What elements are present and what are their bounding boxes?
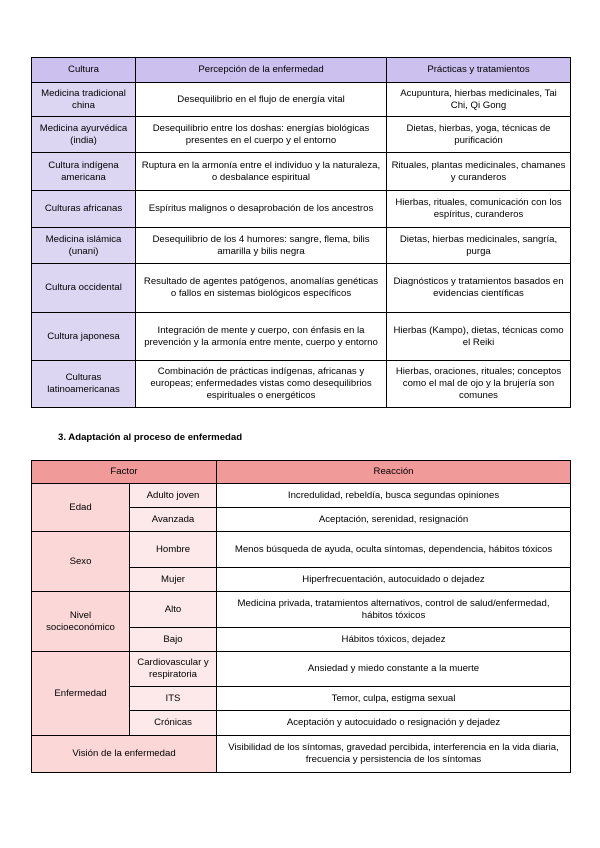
subfactor-cell: Adulto joven <box>130 484 217 508</box>
table-row <box>32 153 571 191</box>
factor-edad: Edad <box>32 484 130 532</box>
subfactor-cell: Alto <box>130 592 217 628</box>
perception-cell: Resultado de agentes patógenos, anomalías genéticas o fallos en sistemas biológicos específicos <box>136 264 387 313</box>
table-row <box>32 592 571 628</box>
culture-cell: Medicina tradicional china <box>32 83 136 117</box>
column-header-cultura: Cultura <box>32 58 136 83</box>
perception-cell: Desequilibrio entre los doshas: energías biológicas presentes en el cuerpo y el entorno <box>136 117 387 153</box>
column-header-reaccion: Reacción <box>217 461 571 484</box>
reaction-cell: Temor, culpa, estigma sexual <box>217 687 571 711</box>
reaction-cell: Hábitos tóxicos, dejadez <box>217 628 571 652</box>
culture-cell: Medicina ayurvédica (india) <box>32 117 136 153</box>
table-header-row <box>32 58 571 83</box>
table-row <box>32 532 571 568</box>
perception-cell: Desequilibrio en el flujo de energía vital <box>136 83 387 117</box>
table-row <box>32 313 571 361</box>
subfactor-cell: Cardiovascular y respiratoria <box>130 652 217 687</box>
practices-cell: Diagnósticos y tratamientos basados en evidencias científicas <box>387 264 571 313</box>
perception-cell: Espíritus malignos o desaprobación de los ancestros <box>136 191 387 228</box>
adaptation-table <box>31 460 571 773</box>
reaction-cell: Menos búsqueda de ayuda, oculta síntomas, dependencia, hábitos tóxicos <box>217 532 571 568</box>
table-row <box>32 191 571 228</box>
practices-cell: Rituales, plantas medicinales, chamanes y curanderos <box>387 153 571 191</box>
reaction-cell: Medicina privada, tratamientos alternativos, control de salud/enfermedad, hábitos tóxicos <box>217 592 571 628</box>
column-header-percepcion: Percepción de la enfermedad <box>136 58 387 83</box>
table-header-row <box>32 461 571 484</box>
subfactor-cell: Mujer <box>130 568 217 592</box>
subfactor-cell: Bajo <box>130 628 217 652</box>
reaction-cell: Incredulidad, rebeldía, busca segundas opiniones <box>217 484 571 508</box>
culture-cell: Medicina islámica (unani) <box>32 228 136 264</box>
culture-cell: Cultura indígena americana <box>32 153 136 191</box>
factor-enfermedad: Enfermedad <box>32 652 130 736</box>
perception-cell: Ruptura en la armonía entre el individuo y la naturaleza, o desbalance espiritual <box>136 153 387 191</box>
table-row <box>32 361 571 408</box>
culture-cell: Culturas africanas <box>32 191 136 228</box>
factor-nivel-socioeconomico: Nivel socioeconómico <box>32 592 130 652</box>
table-row <box>32 652 571 687</box>
practices-cell: Dietas, hierbas, yoga, técnicas de purificación <box>387 117 571 153</box>
subfactor-cell: Hombre <box>130 532 217 568</box>
perception-cell: Combinación de prácticas indígenas, africanas y europeas; enfermedades vistas como desequilibrios espirituales o energéticos <box>136 361 387 408</box>
table-row <box>32 228 571 264</box>
practices-cell: Acupuntura, hierbas medicinales, Tai Chi, Qi Gong <box>387 83 571 117</box>
culture-cell: Cultura occidental <box>32 264 136 313</box>
table-row <box>32 83 571 117</box>
reaction-cell: Visibilidad de los síntomas, gravedad percibida, interferencia en la vida diaria, frecuencia y persistencia de los síntomas <box>217 736 571 773</box>
reaction-cell: Ansiedad y miedo constante a la muerte <box>217 652 571 687</box>
cultures-table <box>31 57 571 408</box>
practices-cell: Dietas, hierbas medicinales, sangría, purga <box>387 228 571 264</box>
culture-cell: Cultura japonesa <box>32 313 136 361</box>
practices-cell: Hierbas, oraciones, rituales; conceptos como el mal de ojo y la brujería son comunes <box>387 361 571 408</box>
reaction-cell: Hiperfrecuentación, autocuidado o dejadez <box>217 568 571 592</box>
reaction-cell: Aceptación y autocuidado o resignación y dejadez <box>217 711 571 736</box>
factor-vision-enfermedad: Visión de la enfermedad <box>32 736 217 773</box>
table-row <box>32 117 571 153</box>
practices-cell: Hierbas, rituales, comunicación con los espíritus, curanderos <box>387 191 571 228</box>
column-header-practicas: Prácticas y tratamientos <box>387 58 571 83</box>
practices-cell: Hierbas (Kampo), dietas, técnicas como el Reiki <box>387 313 571 361</box>
table-row <box>32 736 571 773</box>
subfactor-cell: ITS <box>130 687 217 711</box>
culture-cell: Culturas latinoamericanas <box>32 361 136 408</box>
section-heading: 3. Adaptación al proceso de enfermedad <box>58 432 243 443</box>
subfactor-cell: Crónicas <box>130 711 217 736</box>
table-row <box>32 484 571 508</box>
perception-cell: Desequilibrio de los 4 humores: sangre, flema, bilis amarilla y bilis negra <box>136 228 387 264</box>
reaction-cell: Aceptación, serenidad, resignación <box>217 508 571 532</box>
subfactor-cell: Avanzada <box>130 508 217 532</box>
factor-sexo: Sexo <box>32 532 130 592</box>
column-header-factor: Factor <box>32 461 217 484</box>
perception-cell: Integración de mente y cuerpo, con énfasis en la prevención y la armonía entre mente, cuerpo y entorno <box>136 313 387 361</box>
table-row <box>32 264 571 313</box>
